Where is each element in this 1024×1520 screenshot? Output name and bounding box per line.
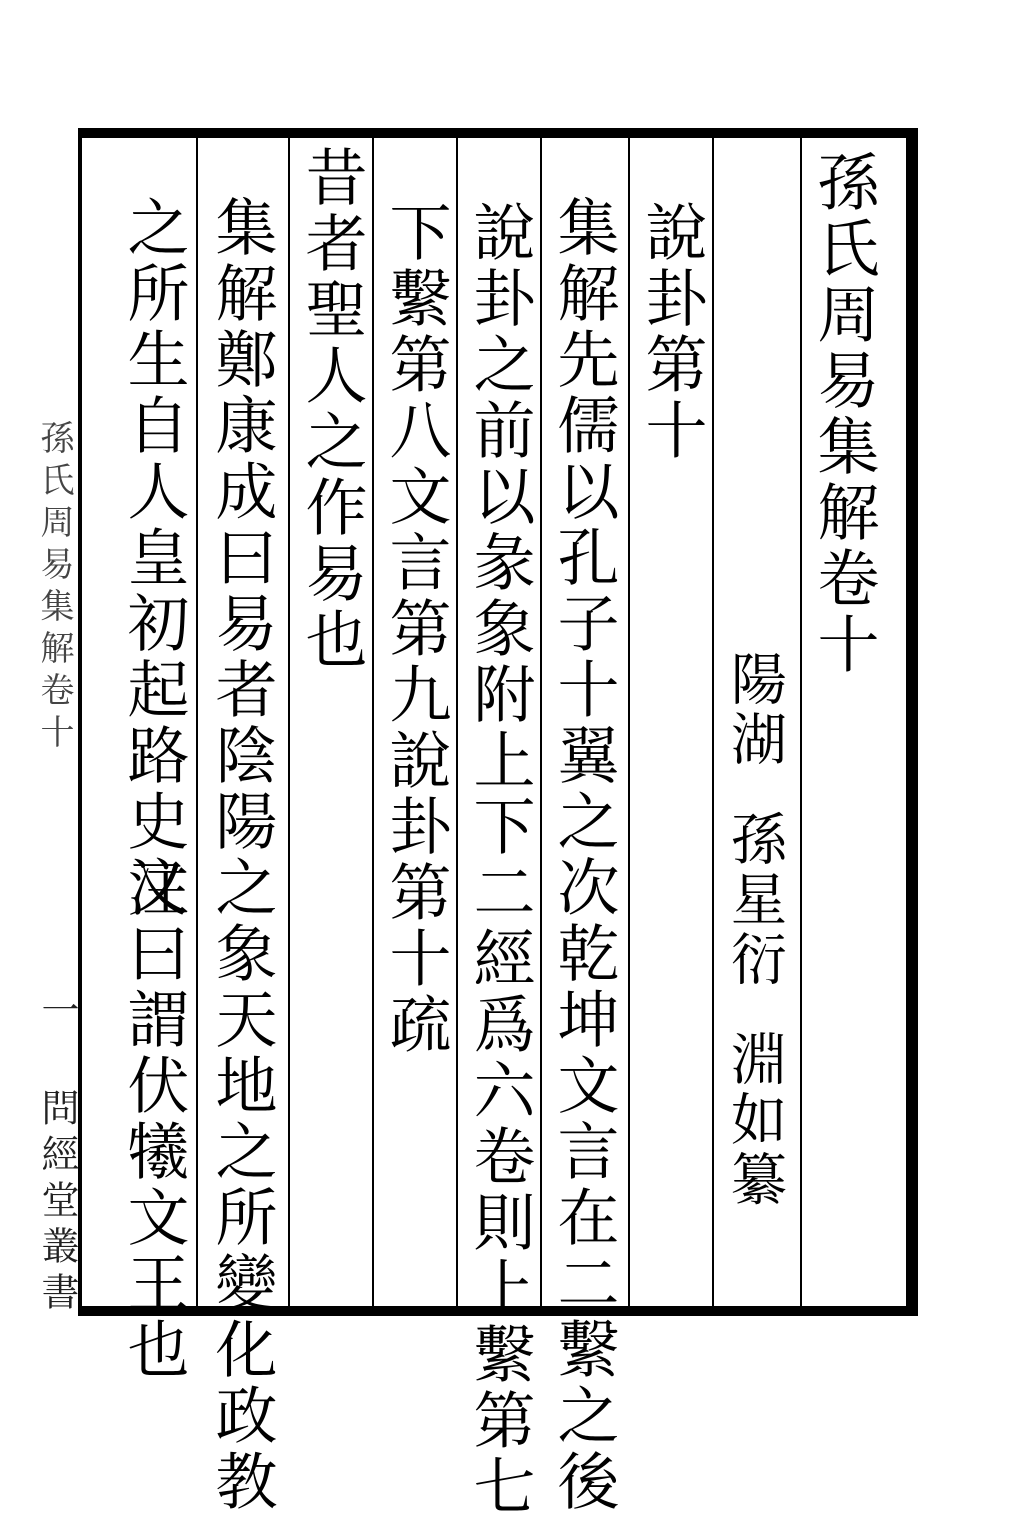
- column-rule: [288, 138, 290, 1306]
- commentary-line-1: 集解鄭康成曰易者陰陽之象天地之所變化政教: [205, 195, 278, 1515]
- note-line-1: 集解先儒以孔子十翼之次乾坤文言在二繫之後: [547, 195, 620, 1515]
- commentary-line-2: 之所生自人皇初起路史注: [117, 195, 190, 921]
- chapter-heading: 說卦第十: [635, 200, 708, 464]
- main-text: 昔者聖人之作易也: [295, 145, 368, 673]
- author-place: 陽湖: [722, 650, 787, 770]
- column-rule: [540, 138, 542, 1306]
- note-line-3: 下繫第八文言第九說卦第十疏: [379, 200, 452, 1058]
- author-role: 淵如纂: [722, 1030, 787, 1210]
- column-rule: [372, 138, 374, 1306]
- page-title: 孫氏周易集解卷十: [807, 150, 880, 678]
- column-rule: [628, 138, 630, 1306]
- commentary-tail: 又曰謂伏犧文王也: [117, 855, 190, 1383]
- column-rule: [712, 138, 714, 1306]
- column-rule: [800, 138, 802, 1306]
- author-name: 孫星衍: [722, 810, 787, 990]
- column-rule: [456, 138, 458, 1306]
- note-line-2: 說卦之前以彖象附上下二經爲六卷則上繫第七: [463, 200, 536, 1520]
- author-line: [722, 650, 787, 1210]
- column-rule: [196, 138, 198, 1306]
- fold-margin-title: 孫氏周易集解卷十: [34, 420, 74, 756]
- publisher-mark: 一 問經堂叢書: [35, 990, 79, 1318]
